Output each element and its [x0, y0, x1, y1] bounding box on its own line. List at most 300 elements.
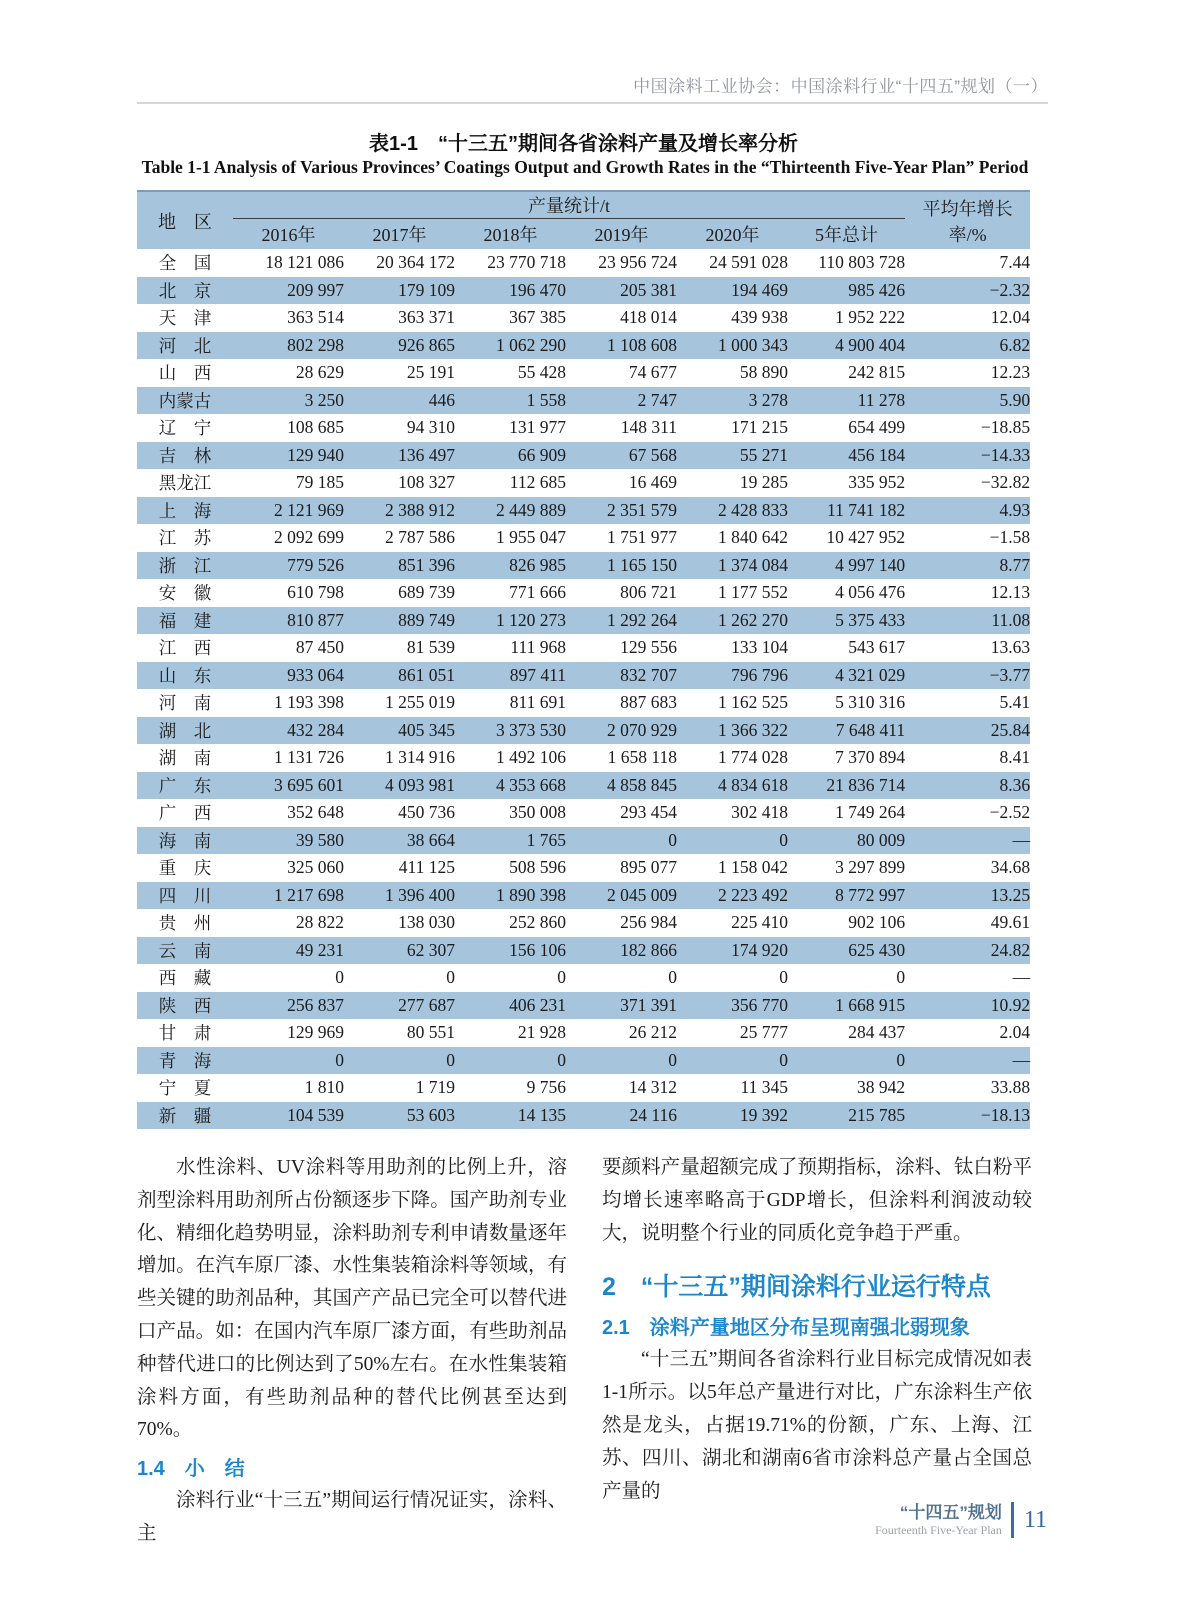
output-cell: 111 968	[455, 634, 566, 662]
region-cell: 浙 江	[137, 552, 233, 580]
output-cell: 1 165 150	[566, 552, 677, 580]
output-cell: 352 648	[233, 799, 344, 827]
output-cell: 133 104	[677, 634, 788, 662]
output-cell: 610 798	[233, 579, 344, 607]
growth-cell: 8.77	[905, 552, 1030, 580]
output-cell: 256 984	[566, 909, 677, 937]
growth-cell: −32.82	[905, 469, 1030, 497]
output-cell: 28 822	[233, 909, 344, 937]
output-cell: 654 499	[788, 414, 905, 442]
output-cell: 689 739	[344, 579, 455, 607]
output-cell: 1 765	[455, 827, 566, 855]
paragraph: 要颜料产量超额完成了预期指标，涂料、钛白粉平均增长速率略高于GDP增长，但涂料利润波动较大，说明整个行业的同质化竞争趋于严重。	[602, 1157, 1032, 1244]
output-cell: 0	[344, 964, 455, 992]
paragraph: “十三五”期间各省涂料行业目标完成情况如表1-1所示。以5年总产量进行对比，广东涂料生产依然是龙头，占据19.71%的份额，广东、上海、江苏、四川、湖北和湖南6省市涂料总产量占全国总产量的	[602, 1349, 1032, 1502]
output-cell: 24 116	[566, 1102, 677, 1130]
output-cell: 1 062 290	[455, 332, 566, 360]
footer-plan-label	[875, 1503, 1011, 1537]
table-row	[137, 442, 1030, 470]
output-cell: 277 687	[344, 992, 455, 1020]
output-cell: 802 298	[233, 332, 344, 360]
growth-cell: 13.25	[905, 882, 1030, 910]
output-cell: 4 834 618	[677, 772, 788, 800]
output-cell: 985 426	[788, 277, 905, 305]
output-cell: 9 756	[455, 1074, 566, 1102]
output-cell: 861 051	[344, 662, 455, 690]
output-cell: 4 353 668	[455, 772, 566, 800]
output-cell: 2 351 579	[566, 497, 677, 525]
output-cell: 4 093 981	[344, 772, 455, 800]
output-cell: 79 185	[233, 469, 344, 497]
output-cell: 53 603	[344, 1102, 455, 1130]
output-cell: 11 345	[677, 1074, 788, 1102]
output-cell: 28 629	[233, 359, 344, 387]
footer-plan-zh: “十四五”规划	[899, 1503, 1002, 1522]
output-cell: 4 858 845	[566, 772, 677, 800]
table-row	[137, 854, 1030, 882]
output-cell: 67 568	[566, 442, 677, 470]
table-row	[137, 607, 1030, 635]
output-cell: 4 056 476	[788, 579, 905, 607]
output-cell: 832 707	[566, 662, 677, 690]
table-row	[137, 579, 1030, 607]
output-cell: 21 836 714	[788, 772, 905, 800]
output-cell: 14 312	[566, 1074, 677, 1102]
output-cell: 110 803 728	[788, 249, 905, 277]
provinces-output-table	[137, 190, 1030, 1129]
growth-cell: 6.82	[905, 332, 1030, 360]
region-cell: 辽 宁	[137, 414, 233, 442]
output-cell: 3 373 530	[455, 717, 566, 745]
output-cell: 2 121 969	[233, 497, 344, 525]
section-heading-2-1: 2.1 涂料产量地区分布呈现南强北弱现象	[602, 1317, 970, 1340]
growth-cell: 13.63	[905, 634, 1030, 662]
table-row	[137, 744, 1030, 772]
growth-cell: 2.04	[905, 1019, 1030, 1047]
table-row	[137, 799, 1030, 827]
growth-cell: −18.85	[905, 414, 1030, 442]
output-cell: 104 539	[233, 1102, 344, 1130]
section-heading-2: 2 “十三五”期间涂料行业运行特点	[602, 1273, 991, 1302]
region-cell: 山 西	[137, 359, 233, 387]
output-cell: 25 777	[677, 1019, 788, 1047]
output-cell: 209 997	[233, 277, 344, 305]
output-cell: 411 125	[344, 854, 455, 882]
output-cell: 811 691	[455, 689, 566, 717]
output-cell: 19 285	[677, 469, 788, 497]
output-cell: 10 427 952	[788, 524, 905, 552]
growth-cell: 33.88	[905, 1074, 1030, 1102]
region-cell: 山 东	[137, 662, 233, 690]
growth-cell: 12.13	[905, 579, 1030, 607]
output-cell: 242 815	[788, 359, 905, 387]
output-cell: 80 551	[344, 1019, 455, 1047]
region-cell: 重 庆	[137, 854, 233, 882]
output-cell: 432 284	[233, 717, 344, 745]
output-cell: 3 250	[233, 387, 344, 415]
output-cell: 302 418	[677, 799, 788, 827]
output-cell: 1 120 273	[455, 607, 566, 635]
table-row	[137, 277, 1030, 305]
table-row	[137, 1019, 1030, 1047]
output-cell: 112 685	[455, 469, 566, 497]
output-cell: 23 956 724	[566, 249, 677, 277]
growth-cell: —	[905, 827, 1030, 855]
output-cell: 215 785	[788, 1102, 905, 1130]
output-cell: 446	[344, 387, 455, 415]
output-cell: 363 371	[344, 304, 455, 332]
region-cell: 吉 林	[137, 442, 233, 470]
region-cell: 天 津	[137, 304, 233, 332]
output-cell: 1 751 977	[566, 524, 677, 552]
output-cell: 14 135	[455, 1102, 566, 1130]
output-cell: 1 131 726	[233, 744, 344, 772]
output-cell: 179 109	[344, 277, 455, 305]
output-cell: 129 556	[566, 634, 677, 662]
table-row	[137, 359, 1030, 387]
output-cell: 66 909	[455, 442, 566, 470]
output-cell: 508 596	[455, 854, 566, 882]
output-cell: 826 985	[455, 552, 566, 580]
output-cell: 80 009	[788, 827, 905, 855]
output-cell: 25 191	[344, 359, 455, 387]
table-row	[137, 414, 1030, 442]
region-cell: 湖 北	[137, 717, 233, 745]
output-cell: 11 278	[788, 387, 905, 415]
output-cell: 1 658 118	[566, 744, 677, 772]
growth-cell: −2.52	[905, 799, 1030, 827]
output-cell: 131 977	[455, 414, 566, 442]
region-cell: 江 苏	[137, 524, 233, 552]
output-cell: 3 278	[677, 387, 788, 415]
output-cell: 23 770 718	[455, 249, 566, 277]
output-cell: 0	[566, 964, 677, 992]
output-cell: 371 391	[566, 992, 677, 1020]
output-cell: 1 749 264	[788, 799, 905, 827]
left-column	[137, 1152, 567, 1551]
output-cell: 0	[566, 827, 677, 855]
output-cell: 806 721	[566, 579, 677, 607]
output-cell: 38 942	[788, 1074, 905, 1102]
output-cell: 19 392	[677, 1102, 788, 1130]
output-cell: 26 212	[566, 1019, 677, 1047]
output-cell: 0	[455, 964, 566, 992]
output-cell: 2 223 492	[677, 882, 788, 910]
output-cell: 796 796	[677, 662, 788, 690]
growth-cell: −2.32	[905, 277, 1030, 305]
region-cell: 上 海	[137, 497, 233, 525]
region-cell: 四 川	[137, 882, 233, 910]
growth-cell: −1.58	[905, 524, 1030, 552]
output-cell: 225 410	[677, 909, 788, 937]
output-cell: 62 307	[344, 937, 455, 965]
output-cell: 136 497	[344, 442, 455, 470]
output-cell: 851 396	[344, 552, 455, 580]
growth-cell: −18.13	[905, 1102, 1030, 1130]
column-header-year: 2017年	[344, 219, 455, 250]
footer-plan-en: Fourteenth Five-Year Plan	[875, 1523, 1002, 1537]
output-cell: 129 969	[233, 1019, 344, 1047]
output-cell: 2 428 833	[677, 497, 788, 525]
output-cell: 418 014	[566, 304, 677, 332]
output-cell: 194 469	[677, 277, 788, 305]
output-cell: 1 255 019	[344, 689, 455, 717]
output-cell: 4 997 140	[788, 552, 905, 580]
output-cell: 284 437	[788, 1019, 905, 1047]
output-cell: 1 396 400	[344, 882, 455, 910]
output-cell: 2 045 009	[566, 882, 677, 910]
column-header-region: 地 区	[137, 191, 233, 249]
output-cell: 196 470	[455, 277, 566, 305]
output-cell: 897 411	[455, 662, 566, 690]
header-rule	[137, 102, 1048, 104]
column-header-year: 2018年	[455, 219, 566, 250]
output-cell: 1 217 698	[233, 882, 344, 910]
output-cell: 902 106	[788, 909, 905, 937]
output-cell: 456 184	[788, 442, 905, 470]
growth-cell: 8.36	[905, 772, 1030, 800]
output-cell: 55 271	[677, 442, 788, 470]
output-cell: 2 747	[566, 387, 677, 415]
output-cell: 5 375 433	[788, 607, 905, 635]
output-cell: 11 741 182	[788, 497, 905, 525]
region-cell: 新 疆	[137, 1102, 233, 1130]
output-cell: 0	[788, 964, 905, 992]
output-cell: 933 064	[233, 662, 344, 690]
table-row	[137, 304, 1030, 332]
output-cell: 926 865	[344, 332, 455, 360]
table-row	[137, 1102, 1030, 1130]
table-title-en: Table 1-1 Analysis of Various Provinces’ Coatings Output and Growth Rates in the “Thirteenth Five-Year Plan” Period	[141, 157, 1029, 177]
output-cell: 171 215	[677, 414, 788, 442]
growth-cell: 5.90	[905, 387, 1030, 415]
output-cell: 779 526	[233, 552, 344, 580]
table-row	[137, 634, 1030, 662]
output-cell: 810 877	[233, 607, 344, 635]
output-cell: 1 374 084	[677, 552, 788, 580]
region-cell: 福 建	[137, 607, 233, 635]
growth-cell: 34.68	[905, 854, 1030, 882]
output-cell: 335 952	[788, 469, 905, 497]
output-cell: 156 106	[455, 937, 566, 965]
running-header: 中国涂料工业协会：中国涂料行业“十四五”规划（一）	[633, 77, 1048, 96]
output-cell: 2 070 929	[566, 717, 677, 745]
output-cell: 356 770	[677, 992, 788, 1020]
growth-cell: 25.84	[905, 717, 1030, 745]
output-cell: 8 772 997	[788, 882, 905, 910]
output-cell: 325 060	[233, 854, 344, 882]
output-cell: 3 695 601	[233, 772, 344, 800]
output-cell: 74 677	[566, 359, 677, 387]
output-cell: 1 952 222	[788, 304, 905, 332]
region-cell: 青 海	[137, 1047, 233, 1075]
right-column	[602, 1152, 1032, 1551]
table-row	[137, 909, 1030, 937]
output-cell: 367 385	[455, 304, 566, 332]
region-cell: 北 京	[137, 277, 233, 305]
output-cell: 174 920	[677, 937, 788, 965]
output-cell: 1 158 042	[677, 854, 788, 882]
output-cell: 2 449 889	[455, 497, 566, 525]
region-cell: 江 西	[137, 634, 233, 662]
table-row	[137, 524, 1030, 552]
output-cell: 3 297 899	[788, 854, 905, 882]
growth-cell: 7.44	[905, 249, 1030, 277]
output-cell: 2 388 912	[344, 497, 455, 525]
output-cell: 895 077	[566, 854, 677, 882]
output-cell: 1 890 398	[455, 882, 566, 910]
output-cell: 108 685	[233, 414, 344, 442]
output-cell: 0	[677, 827, 788, 855]
output-cell: 38 664	[344, 827, 455, 855]
growth-cell: −14.33	[905, 442, 1030, 470]
output-cell: 205 381	[566, 277, 677, 305]
output-cell: 1 108 608	[566, 332, 677, 360]
region-cell: 宁 夏	[137, 1074, 233, 1102]
growth-cell: —	[905, 1047, 1030, 1075]
output-cell: 55 428	[455, 359, 566, 387]
growth-cell: 10.92	[905, 992, 1030, 1020]
output-cell: 58 890	[677, 359, 788, 387]
table-row	[137, 332, 1030, 360]
table-row	[137, 249, 1030, 277]
table-row	[137, 1047, 1030, 1075]
output-cell: 87 450	[233, 634, 344, 662]
column-header-year: 2019年	[566, 219, 677, 250]
output-cell: 1 177 552	[677, 579, 788, 607]
output-cell: 4 900 404	[788, 332, 905, 360]
output-cell: 1 840 642	[677, 524, 788, 552]
output-cell: 252 860	[455, 909, 566, 937]
table-row	[137, 992, 1030, 1020]
output-cell: 439 938	[677, 304, 788, 332]
growth-cell: 11.08	[905, 607, 1030, 635]
output-cell: 771 666	[455, 579, 566, 607]
output-cell: 1 262 270	[677, 607, 788, 635]
output-cell: 81 539	[344, 634, 455, 662]
output-cell: 18 121 086	[233, 249, 344, 277]
growth-cell: 4.93	[905, 497, 1030, 525]
region-cell: 云 南	[137, 937, 233, 965]
table-row	[137, 469, 1030, 497]
output-cell: 1 719	[344, 1074, 455, 1102]
output-cell: 450 736	[344, 799, 455, 827]
column-header-output-group: 产量统计/t	[233, 191, 905, 219]
output-cell: 7 370 894	[788, 744, 905, 772]
output-cell: 24 591 028	[677, 249, 788, 277]
output-cell: 1 000 343	[677, 332, 788, 360]
output-cell: 2 787 586	[344, 524, 455, 552]
output-cell: 1 668 915	[788, 992, 905, 1020]
output-cell: 0	[233, 1047, 344, 1075]
output-cell: 94 310	[344, 414, 455, 442]
output-cell: 148 311	[566, 414, 677, 442]
output-cell: 39 580	[233, 827, 344, 855]
region-cell: 广 东	[137, 772, 233, 800]
region-cell: 湖 南	[137, 744, 233, 772]
output-cell: 406 231	[455, 992, 566, 1020]
region-cell: 安 徽	[137, 579, 233, 607]
output-cell: 0	[566, 1047, 677, 1075]
year-header-row	[137, 219, 1030, 250]
output-cell: 16 469	[566, 469, 677, 497]
page-footer	[875, 1502, 1047, 1538]
section-heading-1-4: 1.4 小 结	[137, 1458, 245, 1481]
growth-cell: 12.04	[905, 304, 1030, 332]
region-cell: 内蒙古	[137, 387, 233, 415]
region-cell: 西 藏	[137, 964, 233, 992]
region-cell: 甘 肃	[137, 1019, 233, 1047]
output-cell: 1 292 264	[566, 607, 677, 635]
output-cell: 1 492 106	[455, 744, 566, 772]
page-number: 11	[1023, 1506, 1047, 1533]
output-cell: 887 683	[566, 689, 677, 717]
output-cell: 108 327	[344, 469, 455, 497]
output-cell: 20 364 172	[344, 249, 455, 277]
column-header-year: 2020年	[677, 219, 788, 250]
output-cell: 889 749	[344, 607, 455, 635]
region-cell: 海 南	[137, 827, 233, 855]
output-cell: 543 617	[788, 634, 905, 662]
table-row	[137, 964, 1030, 992]
output-cell: 1 774 028	[677, 744, 788, 772]
table-row	[137, 1074, 1030, 1102]
column-header-growth: 平均年增长率/%	[905, 191, 1030, 249]
table-title-zh: 表1-1 “十三五”期间各省涂料产量及增长率分析	[369, 133, 798, 155]
output-cell: 0	[233, 964, 344, 992]
output-cell: 2 092 699	[233, 524, 344, 552]
region-cell: 贵 州	[137, 909, 233, 937]
paragraph: 涂料行业“十三五”期间运行情况证实，涂料、主	[137, 1490, 567, 1544]
output-cell: 1 314 916	[344, 744, 455, 772]
output-cell: 1 193 398	[233, 689, 344, 717]
table-row	[137, 497, 1030, 525]
output-cell: 5 310 316	[788, 689, 905, 717]
table-row	[137, 827, 1030, 855]
output-cell: 1 810	[233, 1074, 344, 1102]
output-cell: 21 928	[455, 1019, 566, 1047]
output-cell: 1 955 047	[455, 524, 566, 552]
output-cell: 1 162 525	[677, 689, 788, 717]
region-cell: 黑龙江	[137, 469, 233, 497]
region-cell: 河 北	[137, 332, 233, 360]
output-cell: 625 430	[788, 937, 905, 965]
output-cell: 0	[344, 1047, 455, 1075]
output-cell: 405 345	[344, 717, 455, 745]
output-cell: 350 008	[455, 799, 566, 827]
output-cell: 0	[788, 1047, 905, 1075]
output-cell: 0	[455, 1047, 566, 1075]
growth-cell: 8.41	[905, 744, 1030, 772]
output-cell: 129 940	[233, 442, 344, 470]
output-cell: 138 030	[344, 909, 455, 937]
region-cell: 广 西	[137, 799, 233, 827]
region-cell: 陕 西	[137, 992, 233, 1020]
growth-cell: −3.77	[905, 662, 1030, 690]
output-cell: 7 648 411	[788, 717, 905, 745]
output-cell: 0	[677, 964, 788, 992]
table-row	[137, 772, 1030, 800]
column-header-year: 5年总计	[788, 219, 905, 250]
table-row	[137, 689, 1030, 717]
table-row	[137, 552, 1030, 580]
output-cell: 0	[677, 1047, 788, 1075]
body-text	[137, 1152, 1032, 1551]
growth-cell: —	[905, 964, 1030, 992]
output-cell: 4 321 029	[788, 662, 905, 690]
growth-cell: 24.82	[905, 937, 1030, 965]
paragraph: 水性涂料、UV涂料等用助剂的比例上升，溶剂型涂料用助剂所占份额逐步下降。国产助剂专业化、精细化趋势明显，涂料助剂专利申请数量逐年增加。在汽车原厂漆、水性集装箱涂料等领域，有些关键的助剂品种，其国产产品已完全可以替代进口产品。如：在国内汽车原厂漆方面，有些助剂品种替代进口的比例达到了50%左右。在水性集装箱涂料方面，有些助剂品种的替代比例甚至达到70%。	[137, 1157, 567, 1441]
